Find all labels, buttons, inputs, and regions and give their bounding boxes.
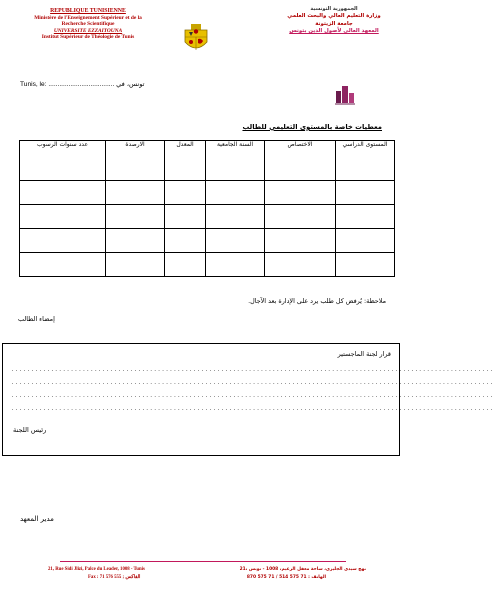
table-cell[interactable]: [106, 229, 165, 253]
table-cell[interactable]: [20, 181, 106, 205]
dotted-line[interactable]: ..........................................................................................................................: [11, 366, 494, 373]
header-fr-line3: UNIVERSITE EZZAITOUNA: [53, 27, 123, 34]
table-cell[interactable]: [165, 229, 206, 253]
education-table: [19, 140, 395, 277]
header-french: [18, 8, 158, 41]
header-ar-line4: المعهد العالي لأصول الدين بتونس: [289, 28, 379, 35]
header-fr-line2b: Recherche Scientifique: [61, 21, 115, 28]
table-cell[interactable]: [165, 181, 206, 205]
table-row: [20, 253, 395, 277]
table-cell[interactable]: [336, 205, 395, 229]
table-cell[interactable]: [106, 205, 165, 229]
table-cell[interactable]: [265, 253, 336, 277]
table-cell[interactable]: [165, 205, 206, 229]
footer-fr-address: 21, Rue Sidi Jlizi, Palce du Leader, 1008 - Tunis: [48, 567, 145, 572]
table-row: [20, 181, 395, 205]
director-label: مدير المعهد: [20, 515, 54, 523]
col-header-specialty: الاختصاص: [265, 141, 336, 181]
dotted-line[interactable]: ..........................................................................................................................: [11, 392, 494, 399]
date-line-ar: تونس، في: [116, 80, 145, 88]
col-header-year: السنة الجامعية: [206, 141, 265, 181]
table-cell[interactable]: [265, 205, 336, 229]
footer: [48, 566, 366, 582]
table-cell[interactable]: [106, 253, 165, 277]
table-cell[interactable]: [336, 229, 395, 253]
footer-ar-address: 21، نهج سيدي الجليزي، ساحة معقل الزعيم، 1008 - تونس: [239, 567, 366, 572]
table-cell[interactable]: [20, 229, 106, 253]
col-header-credits: الارصدة: [106, 141, 165, 181]
col-header-level: المستوى الدراسي: [336, 141, 395, 181]
col-header-failed-years: عدد سنوات الرسوب: [20, 141, 106, 181]
header-ar-line2: وزارة التعليم العالي والبحث العلمي: [287, 13, 381, 20]
table-row: [20, 205, 395, 229]
table-cell[interactable]: [265, 181, 336, 205]
committee-chair-label: رئيس اللجنة: [13, 426, 47, 434]
footer-fr-phone: Fax : 71 576 555 ; الفاكس: [88, 575, 141, 580]
deadline-note: ملاحظة: يُرفض كل طلب يرد على الإدارة بعد الآجال.: [248, 297, 386, 305]
dotted-line[interactable]: ..........................................................................................................................: [11, 405, 494, 412]
table-cell[interactable]: [206, 229, 265, 253]
table-row: [20, 229, 395, 253]
institute-logo-icon: [334, 83, 356, 105]
table-cell[interactable]: [106, 181, 165, 205]
date-line: [20, 80, 145, 88]
table-cell[interactable]: [336, 181, 395, 205]
table-cell[interactable]: [265, 229, 336, 253]
col-header-average: المعدل: [165, 141, 206, 181]
date-line-fr: Tunis, le: ....................................: [20, 81, 115, 88]
committee-decision-box: [2, 343, 494, 456]
committee-title: قرار لجنة الماجستير: [337, 350, 391, 358]
table-header-row: [20, 141, 395, 181]
student-signature-label: إمضاء الطالب: [18, 315, 55, 323]
footer-ar-phone: الهاتف : 71 575 514 / 71 575 870: [246, 575, 326, 580]
table-cell[interactable]: [165, 253, 206, 277]
table-cell[interactable]: [206, 253, 265, 277]
footer-divider: [60, 561, 346, 562]
table-cell[interactable]: [20, 205, 106, 229]
header-arabic: [274, 6, 394, 36]
header-ar-line3: جامعة الزيتونة: [315, 20, 353, 27]
header-fr-line4: Institut Supérieur de Théologie de Tunis: [41, 34, 135, 41]
section-title: معطيات خاصة بالمستوى التعليمي للطالب: [242, 123, 382, 131]
table-cell[interactable]: [206, 181, 265, 205]
table-cell[interactable]: [336, 253, 395, 277]
header-ar-line1: الجمهورية التونسية: [310, 6, 358, 12]
header-fr-line1: REPUBLIQUE TUNISIENNE: [50, 8, 126, 14]
header-fr-line2: Ministère de l'Enseignement Supérieur et de la: [34, 14, 142, 21]
tunisia-emblem-icon: [183, 24, 209, 54]
dotted-line[interactable]: ..........................................................................................................................: [11, 379, 494, 386]
table-cell[interactable]: [206, 205, 265, 229]
table-cell[interactable]: [20, 253, 106, 277]
